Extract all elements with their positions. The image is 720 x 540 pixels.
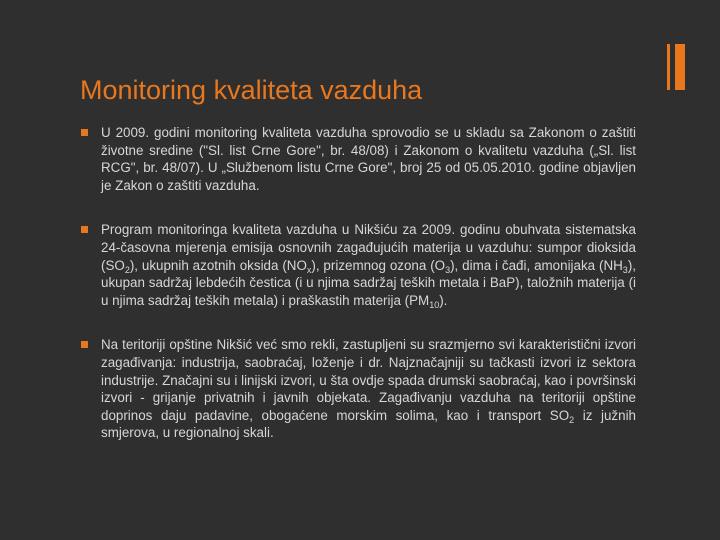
subscript: 3: [445, 264, 451, 275]
subscript: 2: [569, 414, 575, 425]
bullet-text-part: ), dima i čađi, amonijaka (NH: [450, 257, 623, 273]
bullet-text-part: Na teritoriji opštine Nikšić već smo rekli, zastupljeni su srazmjerno svi karakteristični izvori zagađivanja: industrija, saobraćaj, loženje i dr. Najznačajniji su tačkasti izvori iz sektora industrije. Značajni su i linijski izvori, u šta ovdje spada drumski saobraćaj, kao i površinski izvori - grijanje privatnih i javnih objekata. Zagađivanju vazduha na teritoriji opštine doprinos daju padavine, obogaćene morskim solima, kao i transport SO: [101, 337, 636, 423]
bullet-item-monitoring-program: [80, 221, 636, 309]
square-bullet-icon: [81, 341, 88, 348]
bullet-text-part: ), ukupan sadržaj lebdećih čestica (i u njima sadržaj teških metala i BaP), taložnih materija (i u njima sadržaj teških metala) i praškastih materija (PM: [101, 257, 636, 308]
subscript: x: [306, 264, 312, 275]
bullet-item-legislation: [80, 124, 636, 194]
subscript: 10: [429, 299, 440, 310]
bullet-text: U 2009. godini monitoring kvaliteta vazduha sprovodio se u skladu sa Zakonom o zaštiti životne sredine ("Sl. list Crne Gore", br. 48/08) i Zakonom o kvalitetu vazduha („Sl. list RCG", br. 48/07). U „Službenom listu Crne Gore", broj 25 od 05.05.2010. godine objavljen je Zakon o zaštiti vazduha.: [101, 125, 636, 193]
bullet-text-part: iz južnih smjerova, u regionalnoj skali.: [101, 407, 637, 441]
accent-bar-thick: [675, 44, 685, 90]
bullet-text-part: ).: [439, 292, 448, 308]
bullet-list: [80, 124, 636, 442]
bullet-text-part: ), ukupnih azotnih oksida (NO: [129, 257, 307, 273]
subscript: 3: [622, 264, 628, 275]
slide-title: Monitoring kvaliteta vazduha: [80, 75, 423, 105]
bullet-text-part: ), prizemnog ozona (O: [311, 257, 446, 273]
bullet-item-pollution-sources: [80, 336, 636, 442]
accent-bar-thin: [667, 44, 670, 90]
square-bullet-icon: [81, 226, 88, 233]
square-bullet-icon: [81, 129, 88, 136]
bullet-text-part: Program monitoringa kvaliteta vazduha u Nikšiću za 2009. godinu obuhvata sistematska 24-časovna mjerenja emisija osnovnih zagađujućih materija u vazduhu: sumpor dioksida (SO: [101, 222, 636, 273]
subscript: 2: [124, 264, 130, 275]
